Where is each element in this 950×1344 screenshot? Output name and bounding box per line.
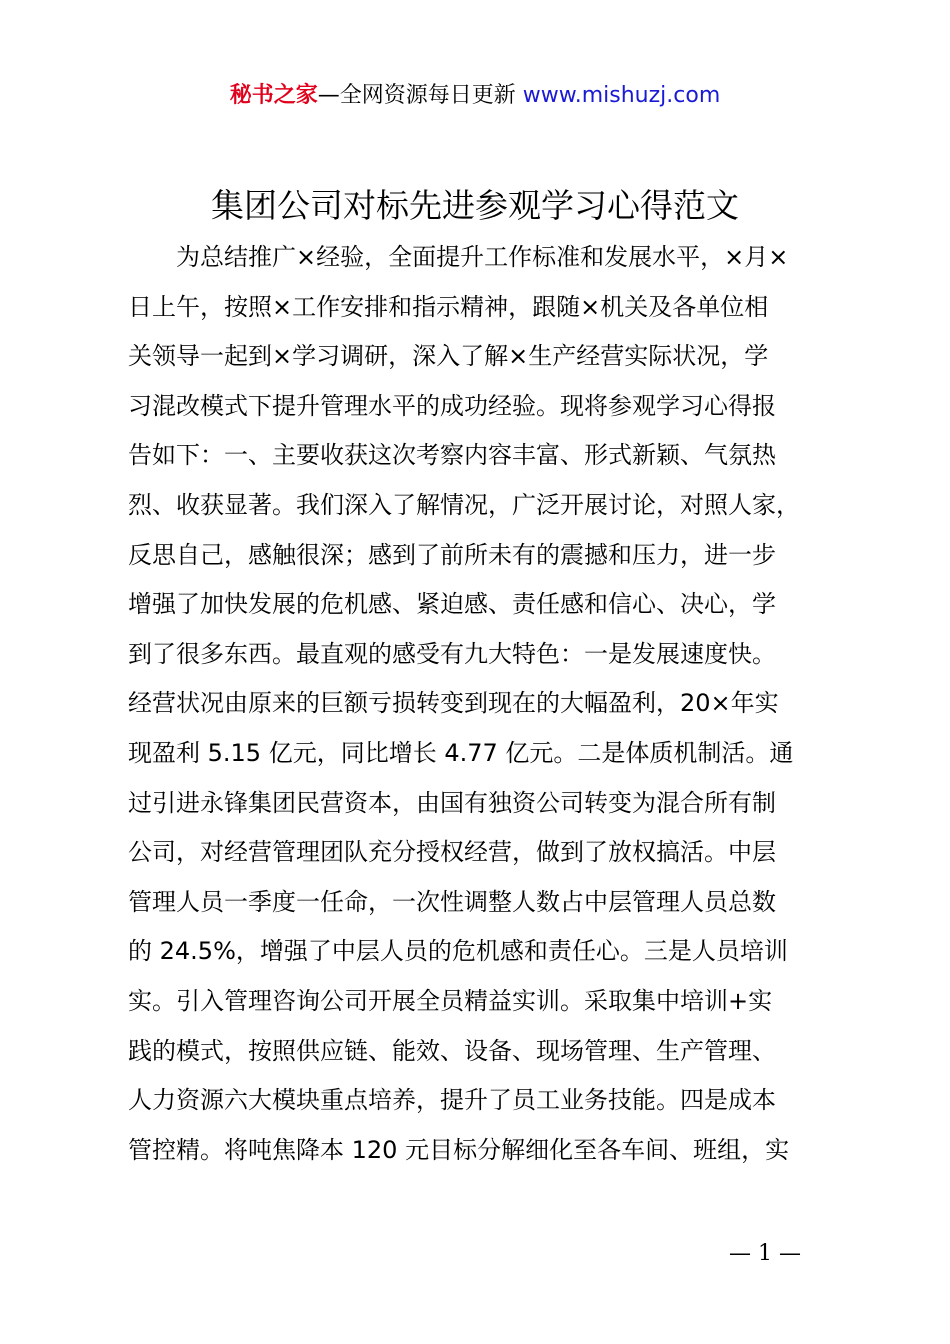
body-line: 管理人员一季度一任命，一次性调整人数占中层管理人员总数 xyxy=(128,887,776,916)
document-body xyxy=(128,233,848,1175)
body-line: 增强了加快发展的危机感、紧迫感、责任感和信心、决心，学 xyxy=(128,590,776,619)
body-line: 实。引入管理咨询公司开展全员精益实训。采取集中培训+实 xyxy=(128,986,773,1015)
body-line: 现盈利 5.15 亿元，同比增长 4.77 亿元。二是体质机制活。通 xyxy=(128,738,794,767)
site-header xyxy=(0,80,950,112)
body-line: 到了很多东西。最直观的感受有九大特色：一是发展速度快。 xyxy=(128,639,776,668)
body-line: 公司，对经营管理团队充分授权经营，做到了放权搞活。中层 xyxy=(128,838,776,867)
body-line: 关领导一起到×学习调研，深入了解×生产经营实际状况，学 xyxy=(128,342,769,371)
body-line: 习混改模式下提升管理水平的成功经验。现将参观学习心得报 xyxy=(128,391,776,420)
body-line: 过引进永锋集团民营资本，由国有独资公司转变为混合所有制 xyxy=(128,788,776,817)
brand-name: 秘书之家 xyxy=(229,83,318,108)
header-tagline: —全网资源每日更新 xyxy=(317,83,516,108)
body-line: 的 24.5%，增强了中层人员的危机感和责任心。三是人员培训 xyxy=(128,937,788,966)
document-title: 集团公司对标先进参观学习心得范文 xyxy=(211,186,739,225)
body-line: 日上午，按照×工作安排和指示精神，跟随×机关及各单位相 xyxy=(128,292,769,321)
body-line: 反思自己，感触很深；感到了前所未有的震撼和压力，进一步 xyxy=(128,540,776,569)
body-line: 人力资源六大模块重点培养，提升了员工业务技能。四是成本 xyxy=(128,1086,776,1115)
page-number: — 1 — xyxy=(729,1241,801,1266)
body-line: 为总结推广×经验，全面提升工作标准和发展水平，×月× xyxy=(176,243,789,271)
body-line: 烈、收获显著。我们深入了解情况，广泛开展讨论，对照人家， xyxy=(128,490,800,519)
body-line: 经营状况由原来的巨额亏损转变到现在的大幅盈利，20×年实 xyxy=(128,689,779,718)
body-line: 践的模式，按照供应链、能效、设备、现场管理、生产管理、 xyxy=(128,1036,776,1065)
site-url-link[interactable]: www.mishuzj.com xyxy=(522,83,721,108)
body-line: 管控精。将吨焦降本 120 元目标分解细化至各车间、班组，实 xyxy=(128,1135,790,1164)
body-line: 告如下：一、主要收获这次考察内容丰富、形式新颖、气氛热 xyxy=(128,441,776,470)
